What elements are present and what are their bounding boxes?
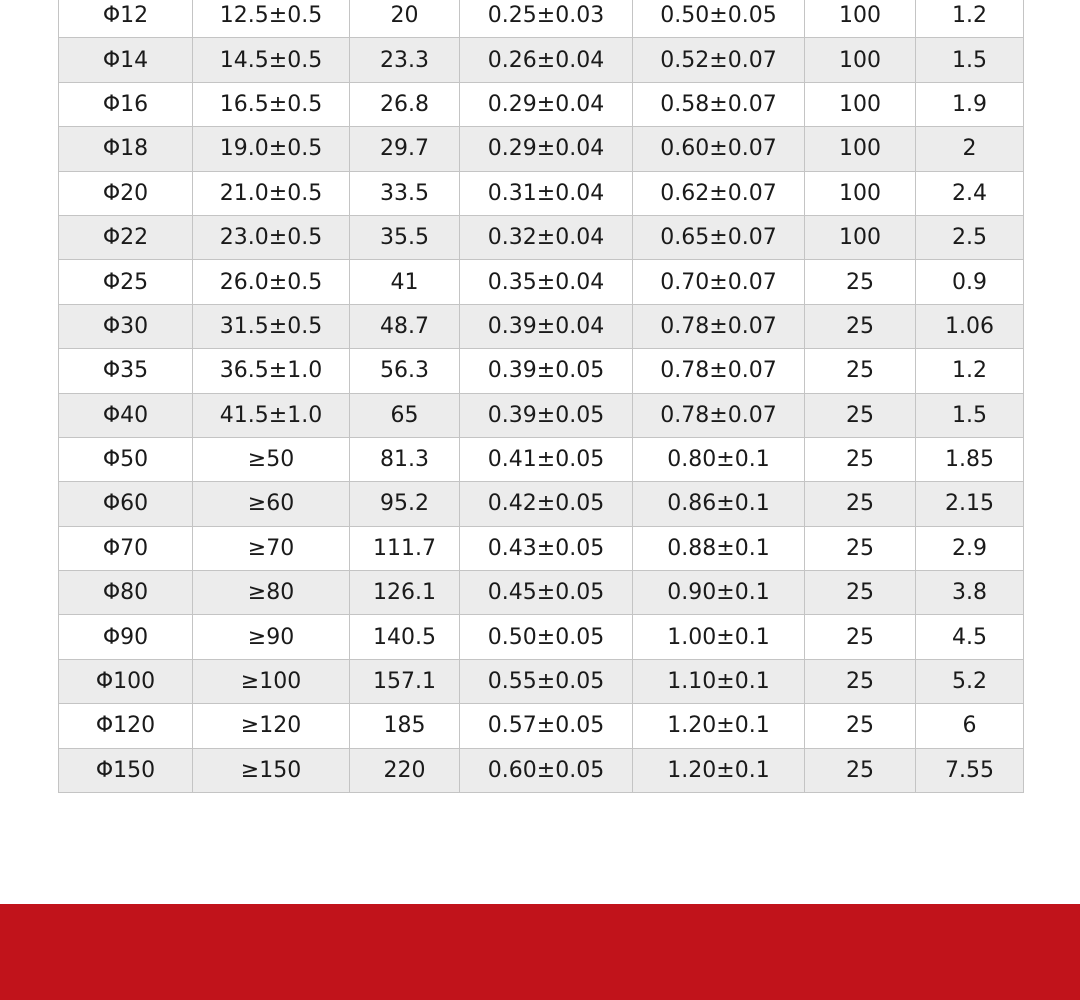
outer-diameter-cell: 220 <box>350 748 460 792</box>
inner-diameter-cell: 23.0±0.5 <box>193 215 350 259</box>
size-cell: Φ25 <box>59 260 193 304</box>
size-cell: Φ35 <box>59 349 193 393</box>
double-wall-thickness-cell: 1.10±0.1 <box>633 659 805 703</box>
double-wall-thickness-cell: 0.78±0.07 <box>633 349 805 393</box>
wall-thickness-cell: 0.25±0.03 <box>460 0 633 38</box>
inner-diameter-cell: 21.0±0.5 <box>193 171 350 215</box>
table-row <box>59 349 1024 393</box>
size-cell: Φ22 <box>59 215 193 259</box>
wall-thickness-cell: 0.26±0.04 <box>460 38 633 82</box>
pack-quantity-cell: 100 <box>805 82 916 126</box>
pack-quantity-cell: 25 <box>805 615 916 659</box>
outer-diameter-cell: 48.7 <box>350 304 460 348</box>
size-cell: Φ50 <box>59 437 193 481</box>
pack-quantity-cell: 25 <box>805 571 916 615</box>
weight-cell: 1.06 <box>916 304 1024 348</box>
outer-diameter-cell: 20 <box>350 0 460 38</box>
weight-cell: 2.4 <box>916 171 1024 215</box>
weight-cell: 2.5 <box>916 215 1024 259</box>
weight-cell: 2.9 <box>916 526 1024 570</box>
size-cell: Φ20 <box>59 171 193 215</box>
inner-diameter-cell: ≥120 <box>193 704 350 748</box>
inner-diameter-cell: ≥150 <box>193 748 350 792</box>
wall-thickness-cell: 0.39±0.05 <box>460 349 633 393</box>
pack-quantity-cell: 25 <box>805 304 916 348</box>
pack-quantity-cell: 100 <box>805 127 916 171</box>
size-cell: Φ80 <box>59 571 193 615</box>
table-row <box>59 127 1024 171</box>
outer-diameter-cell: 26.8 <box>350 82 460 126</box>
outer-diameter-cell: 35.5 <box>350 215 460 259</box>
spec-table <box>58 0 1024 793</box>
weight-cell: 5.2 <box>916 659 1024 703</box>
outer-diameter-cell: 126.1 <box>350 571 460 615</box>
pack-quantity-cell: 25 <box>805 659 916 703</box>
pack-quantity-cell: 25 <box>805 704 916 748</box>
inner-diameter-cell: ≥50 <box>193 437 350 481</box>
pack-quantity-cell: 25 <box>805 260 916 304</box>
outer-diameter-cell: 140.5 <box>350 615 460 659</box>
wall-thickness-cell: 0.42±0.05 <box>460 482 633 526</box>
double-wall-thickness-cell: 0.86±0.1 <box>633 482 805 526</box>
size-cell: Φ16 <box>59 82 193 126</box>
double-wall-thickness-cell: 0.65±0.07 <box>633 215 805 259</box>
inner-diameter-cell: 12.5±0.5 <box>193 0 350 38</box>
inner-diameter-cell: 31.5±0.5 <box>193 304 350 348</box>
weight-cell: 1.9 <box>916 82 1024 126</box>
inner-diameter-cell: ≥70 <box>193 526 350 570</box>
spec-table-container <box>58 0 1023 793</box>
double-wall-thickness-cell: 0.90±0.1 <box>633 571 805 615</box>
size-cell: Φ100 <box>59 659 193 703</box>
outer-diameter-cell: 157.1 <box>350 659 460 703</box>
weight-cell: 7.55 <box>916 748 1024 792</box>
table-row <box>59 437 1024 481</box>
double-wall-thickness-cell: 0.78±0.07 <box>633 304 805 348</box>
weight-cell: 1.2 <box>916 0 1024 38</box>
table-row <box>59 215 1024 259</box>
table-row <box>59 482 1024 526</box>
outer-diameter-cell: 81.3 <box>350 437 460 481</box>
pack-quantity-cell: 25 <box>805 437 916 481</box>
double-wall-thickness-cell: 0.58±0.07 <box>633 82 805 126</box>
weight-cell: 1.5 <box>916 393 1024 437</box>
size-cell: Φ40 <box>59 393 193 437</box>
table-row <box>59 526 1024 570</box>
size-cell: Φ150 <box>59 748 193 792</box>
wall-thickness-cell: 0.50±0.05 <box>460 615 633 659</box>
double-wall-thickness-cell: 0.80±0.1 <box>633 437 805 481</box>
inner-diameter-cell: 14.5±0.5 <box>193 38 350 82</box>
weight-cell: 2 <box>916 127 1024 171</box>
weight-cell: 1.2 <box>916 349 1024 393</box>
table-row <box>59 659 1024 703</box>
wall-thickness-cell: 0.29±0.04 <box>460 82 633 126</box>
size-cell: Φ70 <box>59 526 193 570</box>
pack-quantity-cell: 25 <box>805 393 916 437</box>
double-wall-thickness-cell: 1.20±0.1 <box>633 748 805 792</box>
pack-quantity-cell: 100 <box>805 215 916 259</box>
weight-cell: 4.5 <box>916 615 1024 659</box>
size-cell: Φ12 <box>59 0 193 38</box>
outer-diameter-cell: 111.7 <box>350 526 460 570</box>
pack-quantity-cell: 100 <box>805 171 916 215</box>
wall-thickness-cell: 0.29±0.04 <box>460 127 633 171</box>
outer-diameter-cell: 29.7 <box>350 127 460 171</box>
wall-thickness-cell: 0.32±0.04 <box>460 215 633 259</box>
wall-thickness-cell: 0.41±0.05 <box>460 437 633 481</box>
double-wall-thickness-cell: 0.70±0.07 <box>633 260 805 304</box>
inner-diameter-cell: 19.0±0.5 <box>193 127 350 171</box>
double-wall-thickness-cell: 0.60±0.07 <box>633 127 805 171</box>
pack-quantity-cell: 100 <box>805 38 916 82</box>
inner-diameter-cell: ≥90 <box>193 615 350 659</box>
double-wall-thickness-cell: 1.00±0.1 <box>633 615 805 659</box>
wall-thickness-cell: 0.57±0.05 <box>460 704 633 748</box>
size-cell: Φ60 <box>59 482 193 526</box>
weight-cell: 0.9 <box>916 260 1024 304</box>
wall-thickness-cell: 0.39±0.05 <box>460 393 633 437</box>
outer-diameter-cell: 33.5 <box>350 171 460 215</box>
size-cell: Φ90 <box>59 615 193 659</box>
wall-thickness-cell: 0.35±0.04 <box>460 260 633 304</box>
table-row <box>59 748 1024 792</box>
double-wall-thickness-cell: 0.88±0.1 <box>633 526 805 570</box>
pack-quantity-cell: 25 <box>805 482 916 526</box>
table-row <box>59 304 1024 348</box>
outer-diameter-cell: 23.3 <box>350 38 460 82</box>
table-row <box>59 260 1024 304</box>
inner-diameter-cell: ≥60 <box>193 482 350 526</box>
table-row <box>59 393 1024 437</box>
inner-diameter-cell: ≥100 <box>193 659 350 703</box>
footer-band <box>0 904 1080 1000</box>
inner-diameter-cell: 16.5±0.5 <box>193 82 350 126</box>
table-row <box>59 82 1024 126</box>
double-wall-thickness-cell: 0.78±0.07 <box>633 393 805 437</box>
size-cell: Φ18 <box>59 127 193 171</box>
weight-cell: 1.5 <box>916 38 1024 82</box>
outer-diameter-cell: 56.3 <box>350 349 460 393</box>
double-wall-thickness-cell: 1.20±0.1 <box>633 704 805 748</box>
inner-diameter-cell: 41.5±1.0 <box>193 393 350 437</box>
wall-thickness-cell: 0.31±0.04 <box>460 171 633 215</box>
inner-diameter-cell: 36.5±1.0 <box>193 349 350 393</box>
wall-thickness-cell: 0.43±0.05 <box>460 526 633 570</box>
weight-cell: 6 <box>916 704 1024 748</box>
size-cell: Φ14 <box>59 38 193 82</box>
outer-diameter-cell: 65 <box>350 393 460 437</box>
double-wall-thickness-cell: 0.62±0.07 <box>633 171 805 215</box>
double-wall-thickness-cell: 0.50±0.05 <box>633 0 805 38</box>
table-row <box>59 38 1024 82</box>
outer-diameter-cell: 185 <box>350 704 460 748</box>
table-row <box>59 615 1024 659</box>
pack-quantity-cell: 100 <box>805 0 916 38</box>
table-row <box>59 571 1024 615</box>
weight-cell: 3.8 <box>916 571 1024 615</box>
inner-diameter-cell: 26.0±0.5 <box>193 260 350 304</box>
size-cell: Φ120 <box>59 704 193 748</box>
wall-thickness-cell: 0.45±0.05 <box>460 571 633 615</box>
wall-thickness-cell: 0.55±0.05 <box>460 659 633 703</box>
wall-thickness-cell: 0.39±0.04 <box>460 304 633 348</box>
size-cell: Φ30 <box>59 304 193 348</box>
table-row <box>59 0 1024 38</box>
weight-cell: 1.85 <box>916 437 1024 481</box>
spec-table-body <box>59 0 1024 793</box>
pack-quantity-cell: 25 <box>805 526 916 570</box>
outer-diameter-cell: 95.2 <box>350 482 460 526</box>
outer-diameter-cell: 41 <box>350 260 460 304</box>
table-row <box>59 171 1024 215</box>
pack-quantity-cell: 25 <box>805 748 916 792</box>
double-wall-thickness-cell: 0.52±0.07 <box>633 38 805 82</box>
pack-quantity-cell: 25 <box>805 349 916 393</box>
inner-diameter-cell: ≥80 <box>193 571 350 615</box>
wall-thickness-cell: 0.60±0.05 <box>460 748 633 792</box>
table-row <box>59 704 1024 748</box>
weight-cell: 2.15 <box>916 482 1024 526</box>
